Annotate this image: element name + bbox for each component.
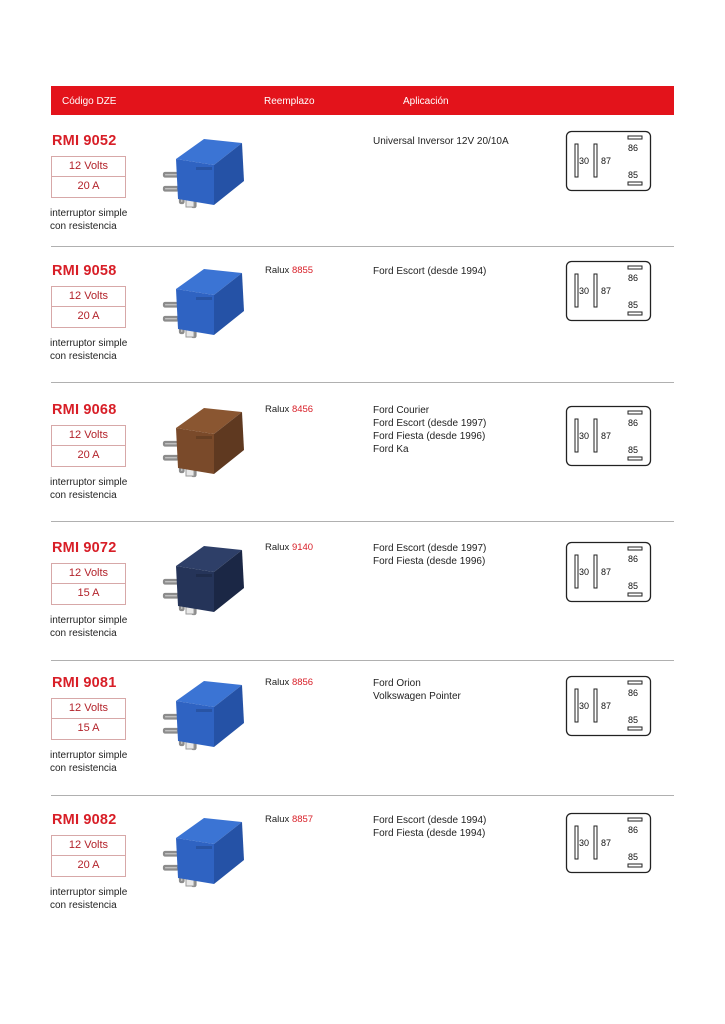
spec-box bbox=[51, 698, 126, 740]
description-line-2: con resistencia bbox=[50, 763, 117, 774]
voltage-value: 12 Volts bbox=[68, 567, 109, 579]
description-line-2: con resistencia bbox=[50, 900, 117, 911]
pin-87-label: 87 bbox=[601, 701, 612, 711]
replacement-brand: Ralux bbox=[265, 542, 290, 553]
voltage-value: 12 Volts bbox=[68, 429, 109, 441]
row-divider bbox=[51, 660, 674, 661]
description-line-2: con resistencia bbox=[50, 490, 117, 501]
pin-87-label: 87 bbox=[601, 286, 612, 296]
application-item: Universal Inversor 12V 20/10A bbox=[373, 136, 509, 147]
pin-85-label: 85 bbox=[628, 300, 639, 310]
application-item: Ford Courier bbox=[373, 405, 430, 416]
pin-86-label: 86 bbox=[628, 688, 639, 698]
relay-image bbox=[156, 406, 252, 482]
description-line-1: interruptor simple bbox=[50, 477, 128, 488]
application-item: Ford Escort (desde 1997) bbox=[373, 418, 487, 429]
pin-85-label: 85 bbox=[628, 170, 639, 180]
replacement bbox=[265, 542, 313, 553]
relay-pin-diagram bbox=[565, 812, 653, 876]
row-divider bbox=[51, 521, 674, 522]
product-description bbox=[50, 886, 127, 912]
amperage-value: 20 A bbox=[52, 306, 125, 326]
pin-85-label: 85 bbox=[628, 445, 639, 455]
product-code: RMI 9052 bbox=[52, 133, 117, 149]
application-list bbox=[373, 135, 509, 148]
replacement-brand: Ralux bbox=[265, 814, 290, 825]
application-item: Ford Orion bbox=[373, 678, 421, 689]
pin-30-label: 30 bbox=[579, 567, 590, 577]
application-item: Ford Fiesta (desde 1996) bbox=[373, 556, 486, 567]
application-item: Ford Fiesta (desde 1996) bbox=[373, 431, 486, 442]
product-code: RMI 9082 bbox=[52, 812, 117, 828]
pin-30-label: 30 bbox=[579, 286, 590, 296]
product-code: RMI 9072 bbox=[52, 540, 117, 556]
relay-image bbox=[156, 137, 252, 213]
voltage-value: 12 Volts bbox=[68, 839, 109, 851]
voltage-value: 12 Volts bbox=[68, 160, 109, 172]
description-line-1: interruptor simple bbox=[50, 750, 128, 761]
pin-87-label: 87 bbox=[601, 156, 612, 166]
product-description bbox=[50, 749, 127, 775]
relay-pin-diagram bbox=[565, 260, 653, 324]
voltage-value: 12 Volts bbox=[68, 702, 109, 714]
pin-30-label: 30 bbox=[579, 156, 590, 166]
header-code: Código DZE bbox=[62, 96, 117, 107]
replacement bbox=[265, 265, 313, 276]
description-line-1: interruptor simple bbox=[50, 887, 128, 898]
product-code: RMI 9058 bbox=[52, 263, 117, 279]
relay-image bbox=[156, 544, 252, 620]
pin-86-label: 86 bbox=[628, 554, 639, 564]
application-item: Volkswagen Pointer bbox=[373, 691, 461, 702]
spec-box bbox=[51, 156, 126, 198]
replacement bbox=[265, 404, 313, 415]
replacement-number: 8856 bbox=[291, 677, 314, 688]
relay-pin-diagram bbox=[565, 130, 653, 194]
row-divider bbox=[51, 246, 674, 247]
description-line-2: con resistencia bbox=[50, 351, 117, 362]
pin-86-label: 86 bbox=[628, 143, 639, 153]
table-header bbox=[51, 86, 674, 115]
product-description bbox=[50, 476, 127, 502]
relay-pin-diagram bbox=[565, 675, 653, 739]
amperage-value: 20 A bbox=[52, 855, 125, 875]
relay-image bbox=[156, 267, 252, 343]
replacement-number: 9140 bbox=[291, 542, 314, 553]
voltage-value: 12 Volts bbox=[68, 290, 109, 302]
replacement bbox=[265, 677, 313, 688]
amperage-value: 15 A bbox=[52, 718, 125, 738]
product-description bbox=[50, 614, 127, 640]
pin-87-label: 87 bbox=[601, 431, 612, 441]
description-line-2: con resistencia bbox=[50, 221, 117, 232]
amperage-value: 15 A bbox=[52, 583, 125, 603]
relay-image bbox=[156, 816, 252, 892]
description-line-2: con resistencia bbox=[50, 628, 117, 639]
spec-box bbox=[51, 835, 126, 877]
product-description bbox=[50, 207, 127, 233]
description-line-1: interruptor simple bbox=[50, 615, 128, 626]
relay-pin-diagram bbox=[565, 541, 653, 605]
pin-85-label: 85 bbox=[628, 715, 639, 725]
pin-86-label: 86 bbox=[628, 273, 639, 283]
pin-87-label: 87 bbox=[601, 567, 612, 577]
spec-box bbox=[51, 563, 126, 605]
application-item: Ford Escort (desde 1997) bbox=[373, 543, 487, 554]
application-item: Ford Escort (desde 1994) bbox=[373, 815, 487, 826]
relay-image bbox=[156, 679, 252, 755]
pin-30-label: 30 bbox=[579, 701, 590, 711]
replacement-brand: Ralux bbox=[265, 677, 290, 688]
pin-85-label: 85 bbox=[628, 581, 639, 591]
replacement-brand: Ralux bbox=[265, 265, 290, 276]
replacement-number: 8857 bbox=[291, 814, 314, 825]
product-code: RMI 9081 bbox=[52, 675, 117, 691]
application-list bbox=[373, 404, 486, 456]
replacement-brand: Ralux bbox=[265, 404, 290, 415]
replacement-number: 8855 bbox=[291, 265, 314, 276]
description-line-1: interruptor simple bbox=[50, 338, 128, 349]
amperage-value: 20 A bbox=[52, 176, 125, 196]
row-divider bbox=[51, 382, 674, 383]
application-list bbox=[373, 265, 486, 278]
amperage-value: 20 A bbox=[52, 445, 125, 465]
header-replacement: Reemplazo bbox=[264, 96, 315, 107]
application-list bbox=[373, 814, 486, 840]
pin-30-label: 30 bbox=[579, 431, 590, 441]
row-divider bbox=[51, 795, 674, 796]
application-item: Ford Fiesta (desde 1994) bbox=[373, 828, 486, 839]
spec-box bbox=[51, 286, 126, 328]
application-list bbox=[373, 677, 461, 703]
relay-pin-diagram bbox=[565, 405, 653, 469]
product-code: RMI 9068 bbox=[52, 402, 117, 418]
header-application: Aplicación bbox=[403, 96, 449, 107]
application-item: Ford Ka bbox=[373, 444, 409, 455]
pin-85-label: 85 bbox=[628, 852, 639, 862]
application-list bbox=[373, 542, 486, 568]
replacement-number: 8456 bbox=[291, 404, 314, 415]
pin-30-label: 30 bbox=[579, 838, 590, 848]
spec-box bbox=[51, 425, 126, 467]
pin-86-label: 86 bbox=[628, 825, 639, 835]
description-line-1: interruptor simple bbox=[50, 208, 128, 219]
replacement bbox=[265, 814, 313, 825]
pin-86-label: 86 bbox=[628, 418, 639, 428]
pin-87-label: 87 bbox=[601, 838, 612, 848]
product-description bbox=[50, 337, 127, 363]
application-item: Ford Escort (desde 1994) bbox=[373, 266, 487, 277]
